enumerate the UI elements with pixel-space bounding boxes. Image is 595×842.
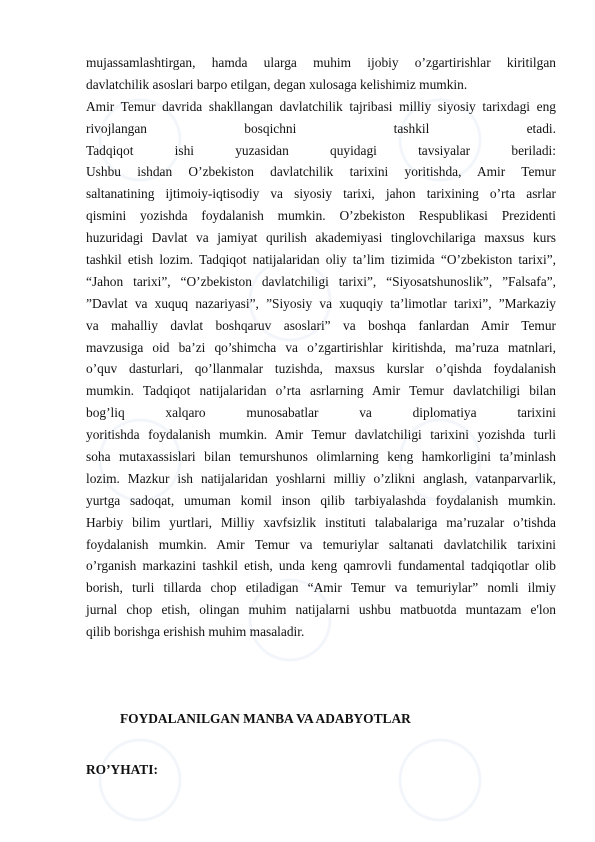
- text-line: ”Davlat va xuquq nazariyasi”, ”Siyosiy va xuquqiy ta’limotlar tarixi”, ”Markaziy: [86, 295, 556, 311]
- text-line: Tadqiqot ishi yuzasidan quyidagi tavsiyalar beriladi:: [86, 142, 556, 158]
- body-text: [86, 52, 556, 643]
- text-line: huzuridagi Davlat va jamiyat qurilish akademiyasi tinglovchilariga maxsus kurs: [86, 230, 556, 246]
- text-line: mavzusiga oid ba’zi qo’shimcha va o’zgartirishlar kiritishda, ma’ruza matnlari,: [86, 339, 556, 355]
- text-line: jurnal chop etish, olingan muhim natijalarni ushbu matbuotda muntazam e'lon: [86, 602, 556, 618]
- text-line: “Jahon tarixi”, “O’zbekiston davlatchiligi tarixi”, “Siyosatshunoslik”, ”Falsafa”,: [86, 273, 556, 289]
- text-line: o’quv dasturlari, qo’llanmalar tuzishda, maxsus kurslar o’qishda foydalanish: [86, 361, 556, 377]
- text-line: qilib borishga erishish muhim masaladir.: [86, 624, 305, 640]
- text-line: rivojlangan bosqichni tashkil etadi.: [86, 120, 556, 136]
- references-heading-continued: RO’YHATI:: [86, 762, 158, 777]
- text-line: yurtga sadoqat, umuman komil inson qilib tarbiyalashda foydalanish mumkin.: [86, 492, 556, 508]
- text-line: lozim. Mazkur ish natijalaridan yoshlarni milliy o’zlikni anglash, vatanparvarlik,: [86, 470, 556, 486]
- text-line: borish, turli tillarda chop etiladigan “Amir Temur va temuriylar” nomli ilmiy: [86, 580, 556, 596]
- text-line: mujassamlashtirgan, hamda ularga muhim ijobiy o’zgartirishlar kiritilgan: [86, 55, 556, 70]
- text-line: soha mutaxassislari bilan temurshunos olimlarning keng hamkorligini ta’minlash: [86, 449, 556, 465]
- text-line: o’rganish markazini tashkil etish, unda keng qamrovli fundamental tadqiqotlar olib: [86, 558, 556, 574]
- text-line: mumkin. Tadqiqot natijalaridan o’rta asrlarning Amir Temur davlatchiligi bilan: [86, 383, 556, 399]
- text-line: Amir Temur davrida shakllangan davlatchilik tajribasi milliy siyosiy tarixdagi eng: [86, 98, 556, 114]
- references-heading: FOYDALANILGAN MANBA VA ADABYOTLAR: [120, 711, 411, 726]
- text-line: va mahalliy davlat boshqaruv asoslari” va boshqa fanlardan Amir Temur: [86, 317, 556, 333]
- text-line: yoritishda foydalanish mumkin. Amir Temur davlatchiligi tarixini yozishda turli: [86, 427, 556, 443]
- text-line: Harbiy bilim yurtlari, Milliy xavfsizlik instituti talabalariga ma’ruzalar o’tishda: [86, 514, 556, 530]
- text-line: saltanatining ijtimoiy-iqtisodiy va siyosiy tarixi, jahon tarixining o’rta asrlar: [86, 186, 556, 202]
- text-line: qismini yozishda foydalanish mumkin. O’zbekiston Respublikasi Prezidenti: [86, 208, 556, 224]
- text-line: foydalanish mumkin. Amir Temur va temuriylar saltanati davlatchilik tarixini: [86, 536, 556, 552]
- text-line: bog’liq xalqaro munosabatlar va diplomatiya tarixini: [86, 405, 556, 421]
- text-line: davlatchilik asoslari barpo etilgan, degan xulosaga kelishimiz mumkin.: [86, 76, 468, 92]
- text-line: tashkil etish lozim. Tadqiqot natijalaridan oliy ta’lim tizimida “O’zbekiston tarixi”,: [86, 252, 556, 268]
- text-line: Ushbu ishdan O’zbekiston davlatchilik tarixini yoritishda, Amir Temur: [86, 164, 556, 180]
